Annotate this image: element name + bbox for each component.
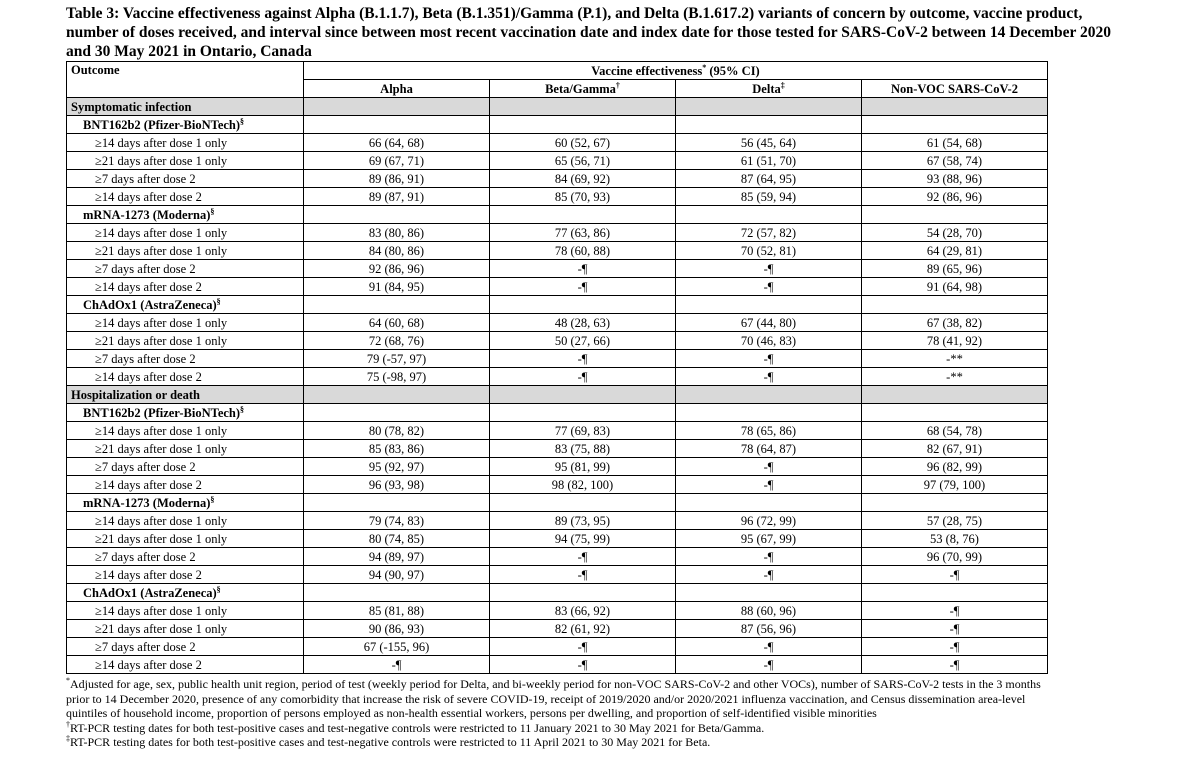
ve-value-cell: 67 (-155, 96)	[304, 638, 490, 656]
empty-cell	[304, 206, 490, 224]
ve-value-cell: 64 (29, 81)	[862, 242, 1048, 260]
footnote-delta: ‡RT-PCR testing dates for both test-positive cases and test-negative controls were restricted to 11 April 2021 to 30 May 2021 for Beta.	[66, 734, 711, 750]
timepoint-label: ≥14 days after dose 2	[67, 656, 304, 674]
outcome-row	[67, 98, 1048, 116]
product-label	[67, 584, 304, 602]
timepoint-label: ≥7 days after dose 2	[67, 638, 304, 656]
empty-cell	[676, 206, 862, 224]
ve-value-cell: 77 (63, 86)	[490, 224, 676, 242]
ve-value-cell: 89 (65, 96)	[862, 260, 1048, 278]
table-row	[67, 656, 1048, 674]
outcome-header: Outcome	[67, 62, 304, 98]
ve-value-cell: 75 (-98, 97)	[304, 368, 490, 386]
outcome-row	[67, 386, 1048, 404]
product-row	[67, 116, 1048, 134]
ve-value-cell: 82 (61, 92)	[490, 620, 676, 638]
table-row	[67, 620, 1048, 638]
product-name: ChAdOx1 (AstraZeneca)	[83, 585, 217, 600]
empty-cell	[490, 296, 676, 314]
outcome-label: Hospitalization or death	[67, 386, 304, 404]
ve-value-cell: -¶	[676, 368, 862, 386]
empty-cell	[490, 206, 676, 224]
ve-value-cell: -¶	[676, 566, 862, 584]
ve-value-cell: 77 (69, 83)	[490, 422, 676, 440]
ve-value-cell: 91 (64, 98)	[862, 278, 1048, 296]
timepoint-label: ≥14 days after dose 2	[67, 566, 304, 584]
table-row	[67, 314, 1048, 332]
ve-value-cell: -¶	[676, 278, 862, 296]
header-row-1	[67, 62, 1048, 80]
ve-value-cell: 95 (67, 99)	[676, 530, 862, 548]
ve-value-cell: 85 (83, 86)	[304, 440, 490, 458]
empty-cell	[304, 116, 490, 134]
ve-value-cell: -**	[862, 350, 1048, 368]
ve-value-cell: 84 (69, 92)	[490, 170, 676, 188]
ve-value-cell: -¶	[490, 548, 676, 566]
footnotes	[66, 677, 1066, 750]
footnote-beta-gamma: †RT-PCR testing dates for both test-positive cases and test-negative controls were restricted to 11 January 2021 to 30 May 2021 for Beta/Gamma.	[66, 719, 765, 735]
table-row	[67, 512, 1048, 530]
ve-value-cell: 92 (86, 96)	[862, 188, 1048, 206]
product-name: ChAdOx1 (AstraZeneca)	[83, 297, 217, 312]
timepoint-label: ≥14 days after dose 1 only	[67, 422, 304, 440]
product-name: mRNA-1273 (Moderna)	[83, 495, 211, 510]
ve-value-cell: 80 (74, 85)	[304, 530, 490, 548]
empty-cell	[490, 404, 676, 422]
product-name: BNT162b2 (Pfizer-BioNTech)	[83, 117, 241, 132]
ve-value-cell: 48 (28, 63)	[490, 314, 676, 332]
empty-cell	[862, 98, 1048, 116]
empty-cell	[676, 386, 862, 404]
ve-value-cell: -¶	[490, 260, 676, 278]
product-row	[67, 206, 1048, 224]
ve-value-cell: 89 (87, 91)	[304, 188, 490, 206]
table-row	[67, 152, 1048, 170]
ve-value-cell: -¶	[862, 656, 1048, 674]
empty-cell	[676, 584, 862, 602]
table-row	[67, 134, 1048, 152]
table-row	[67, 422, 1048, 440]
ve-value-cell: -¶	[490, 566, 676, 584]
empty-cell	[304, 386, 490, 404]
ve-value-cell: 91 (84, 95)	[304, 278, 490, 296]
ve-value-cell: 85 (81, 88)	[304, 602, 490, 620]
ve-value-cell: 79 (74, 83)	[304, 512, 490, 530]
table-row	[67, 242, 1048, 260]
empty-cell	[676, 98, 862, 116]
product-label	[67, 494, 304, 512]
ve-value-cell: 84 (80, 86)	[304, 242, 490, 260]
product-name: mRNA-1273 (Moderna)	[83, 207, 211, 222]
product-row	[67, 584, 1048, 602]
ve-value-cell: 67 (58, 74)	[862, 152, 1048, 170]
ve-value-cell: 69 (67, 71)	[304, 152, 490, 170]
empty-cell	[304, 494, 490, 512]
ve-value-cell: 85 (59, 94)	[676, 188, 862, 206]
timepoint-label: ≥14 days after dose 2	[67, 278, 304, 296]
ve-value-cell: -¶	[862, 566, 1048, 584]
ve-header: Vaccine effectiveness* (95% CI)	[304, 62, 1048, 80]
table-row	[67, 332, 1048, 350]
ve-value-cell: 96 (70, 99)	[862, 548, 1048, 566]
empty-cell	[304, 98, 490, 116]
ve-value-cell: 94 (75, 99)	[490, 530, 676, 548]
table-row	[67, 638, 1048, 656]
ve-value-cell: -¶	[862, 602, 1048, 620]
ve-value-cell: 88 (60, 96)	[676, 602, 862, 620]
ve-value-cell: -¶	[862, 620, 1048, 638]
ve-value-cell: -¶	[862, 638, 1048, 656]
timepoint-label: ≥14 days after dose 2	[67, 476, 304, 494]
ve-value-cell: -¶	[676, 476, 862, 494]
empty-cell	[490, 584, 676, 602]
timepoint-label: ≥7 days after dose 2	[67, 548, 304, 566]
table-row	[67, 188, 1048, 206]
table-row	[67, 458, 1048, 476]
ve-value-cell: 72 (68, 76)	[304, 332, 490, 350]
ve-value-cell: 67 (38, 82)	[862, 314, 1048, 332]
ve-value-cell: -¶	[676, 656, 862, 674]
product-footnote-mark: §	[210, 206, 215, 216]
ve-value-cell: -¶	[490, 278, 676, 296]
empty-cell	[490, 386, 676, 404]
table-row	[67, 368, 1048, 386]
ve-value-cell: 94 (89, 97)	[304, 548, 490, 566]
table-row	[67, 548, 1048, 566]
ve-value-cell: 85 (70, 93)	[490, 188, 676, 206]
timepoint-label: ≥14 days after dose 1 only	[67, 602, 304, 620]
product-footnote-mark: §	[240, 404, 245, 414]
timepoint-label: ≥14 days after dose 1 only	[67, 512, 304, 530]
empty-cell	[676, 296, 862, 314]
timepoint-label: ≥7 days after dose 2	[67, 350, 304, 368]
ve-value-cell: 95 (92, 97)	[304, 458, 490, 476]
empty-cell	[862, 404, 1048, 422]
ve-value-cell: 54 (28, 70)	[862, 224, 1048, 242]
empty-cell	[490, 98, 676, 116]
product-footnote-mark: §	[210, 494, 215, 504]
empty-cell	[304, 404, 490, 422]
ve-value-cell: -¶	[490, 656, 676, 674]
timepoint-label: ≥21 days after dose 1 only	[67, 620, 304, 638]
ve-value-cell: 78 (64, 87)	[676, 440, 862, 458]
product-footnote-mark: §	[216, 584, 221, 594]
empty-cell	[862, 386, 1048, 404]
ve-value-cell: 87 (56, 96)	[676, 620, 862, 638]
ve-value-cell: -¶	[304, 656, 490, 674]
ve-value-cell: 96 (82, 99)	[862, 458, 1048, 476]
timepoint-label: ≥21 days after dose 1 only	[67, 332, 304, 350]
ve-value-cell: 68 (54, 78)	[862, 422, 1048, 440]
outcome-label: Symptomatic infection	[67, 98, 304, 116]
ve-value-cell: -¶	[676, 350, 862, 368]
ve-value-cell: 98 (82, 100)	[490, 476, 676, 494]
ve-value-cell: 50 (27, 66)	[490, 332, 676, 350]
product-label	[67, 404, 304, 422]
ve-value-cell: -¶	[490, 350, 676, 368]
ve-value-cell: 78 (41, 92)	[862, 332, 1048, 350]
table-row	[67, 260, 1048, 278]
product-row	[67, 494, 1048, 512]
empty-cell	[490, 494, 676, 512]
product-footnote-mark: §	[216, 296, 221, 306]
product-footnote-mark: §	[240, 116, 245, 126]
empty-cell	[862, 494, 1048, 512]
empty-cell	[490, 116, 676, 134]
ve-value-cell: -¶	[490, 638, 676, 656]
empty-cell	[676, 494, 862, 512]
table-row	[67, 278, 1048, 296]
product-label	[67, 296, 304, 314]
ve-value-cell: 94 (90, 97)	[304, 566, 490, 584]
ve-value-cell: 96 (72, 99)	[676, 512, 862, 530]
ve-value-cell: 83 (66, 92)	[490, 602, 676, 620]
ve-value-cell: 90 (86, 93)	[304, 620, 490, 638]
ve-table	[66, 61, 1048, 674]
ve-value-cell: 80 (78, 82)	[304, 422, 490, 440]
ve-value-cell: 96 (93, 98)	[304, 476, 490, 494]
table-body	[67, 98, 1048, 674]
ve-value-cell: 78 (60, 88)	[490, 242, 676, 260]
ve-value-cell: 72 (57, 82)	[676, 224, 862, 242]
empty-cell	[862, 584, 1048, 602]
empty-cell	[862, 116, 1048, 134]
ve-value-cell: 92 (86, 96)	[304, 260, 490, 278]
ve-value-cell: 93 (88, 96)	[862, 170, 1048, 188]
ve-value-cell: 89 (73, 95)	[490, 512, 676, 530]
ve-value-cell: 60 (52, 67)	[490, 134, 676, 152]
table-row	[67, 350, 1048, 368]
ve-value-cell: 83 (80, 86)	[304, 224, 490, 242]
ve-value-cell: -¶	[676, 260, 862, 278]
col-header-beta-gamma: Beta/Gamma†	[490, 80, 676, 98]
ve-value-cell: 67 (44, 80)	[676, 314, 862, 332]
col-header-alpha: Alpha	[304, 80, 490, 98]
ve-value-cell: 61 (51, 70)	[676, 152, 862, 170]
timepoint-label: ≥21 days after dose 1 only	[67, 530, 304, 548]
col-header-delta: Delta‡	[676, 80, 862, 98]
timepoint-label: ≥7 days after dose 2	[67, 260, 304, 278]
ve-value-cell: 70 (46, 83)	[676, 332, 862, 350]
ve-value-cell: 89 (86, 91)	[304, 170, 490, 188]
table-row	[67, 440, 1048, 458]
product-label	[67, 206, 304, 224]
ve-value-cell: 57 (28, 75)	[862, 512, 1048, 530]
ve-value-cell: -**	[862, 368, 1048, 386]
product-name: BNT162b2 (Pfizer-BioNTech)	[83, 405, 241, 420]
empty-cell	[304, 296, 490, 314]
product-label	[67, 116, 304, 134]
timepoint-label: ≥21 days after dose 1 only	[67, 440, 304, 458]
ve-value-cell: -¶	[490, 368, 676, 386]
timepoint-label: ≥14 days after dose 1 only	[67, 224, 304, 242]
timepoint-label: ≥21 days after dose 1 only	[67, 152, 304, 170]
timepoint-label: ≥7 days after dose 2	[67, 458, 304, 476]
ve-value-cell: 56 (45, 64)	[676, 134, 862, 152]
ve-value-cell: 61 (54, 68)	[862, 134, 1048, 152]
timepoint-label: ≥21 days after dose 1 only	[67, 242, 304, 260]
ve-value-cell: 53 (8, 76)	[862, 530, 1048, 548]
empty-cell	[862, 296, 1048, 314]
table-row	[67, 530, 1048, 548]
ve-value-cell: 65 (56, 71)	[490, 152, 676, 170]
ve-value-cell: 95 (81, 99)	[490, 458, 676, 476]
ve-value-cell: 64 (60, 68)	[304, 314, 490, 332]
ve-value-cell: 87 (64, 95)	[676, 170, 862, 188]
table-title: Table 3: Vaccine effectiveness against Alpha (B.1.1.7), Beta (B.1.351)/Gamma (P.1), and Delta (B.1.617.2) variants of concern by outcome, vaccine product, number of doses received, and interval since between most recent vaccination date and index date for those tested for SARS-CoV-2 between 14 December 2020 and 30 May 2021 in Ontario, Canada	[66, 5, 1111, 60]
table-row	[67, 170, 1048, 188]
ve-value-cell: -¶	[676, 458, 862, 476]
timepoint-label: ≥14 days after dose 1 only	[67, 314, 304, 332]
table-row	[67, 566, 1048, 584]
ve-value-cell: -¶	[676, 548, 862, 566]
table-row	[67, 224, 1048, 242]
ve-value-cell: 78 (65, 86)	[676, 422, 862, 440]
empty-cell	[862, 206, 1048, 224]
empty-cell	[676, 116, 862, 134]
timepoint-label: ≥14 days after dose 2	[67, 368, 304, 386]
ve-value-cell: 79 (-57, 97)	[304, 350, 490, 368]
ve-value-cell: -¶	[676, 638, 862, 656]
empty-cell	[676, 404, 862, 422]
table-row	[67, 602, 1048, 620]
ve-value-cell: 82 (67, 91)	[862, 440, 1048, 458]
product-row	[67, 404, 1048, 422]
ve-value-cell: 66 (64, 68)	[304, 134, 490, 152]
timepoint-label: ≥14 days after dose 1 only	[67, 134, 304, 152]
ve-value-cell: 70 (52, 81)	[676, 242, 862, 260]
table-row	[67, 476, 1048, 494]
ve-value-cell: 97 (79, 100)	[862, 476, 1048, 494]
empty-cell	[304, 584, 490, 602]
product-row	[67, 296, 1048, 314]
timepoint-label: ≥14 days after dose 2	[67, 188, 304, 206]
ve-value-cell: 83 (75, 88)	[490, 440, 676, 458]
col-header-non-voc: Non-VOC SARS-CoV-2	[862, 80, 1048, 98]
timepoint-label: ≥7 days after dose 2	[67, 170, 304, 188]
footnote-adjusted: *Adjusted for age, sex, public health unit region, period of test (weekly period for Delta, and bi-weekly period for non-VOC SARS-CoV-2 and other VOCs), number of SARS-CoV-2 tests in the 3 months prior to 14 December 2020, presence of any comorbidity that increase the risk of severe COVID-19, receipt of 2019/2020 and/or 2020/2021 influenza vaccination, and Census dissemination area-level quintiles of household income, proportion of persons employed as non-health essential workers, persons per dwelling, and proportion of self-identified visible minorities	[66, 676, 1041, 721]
